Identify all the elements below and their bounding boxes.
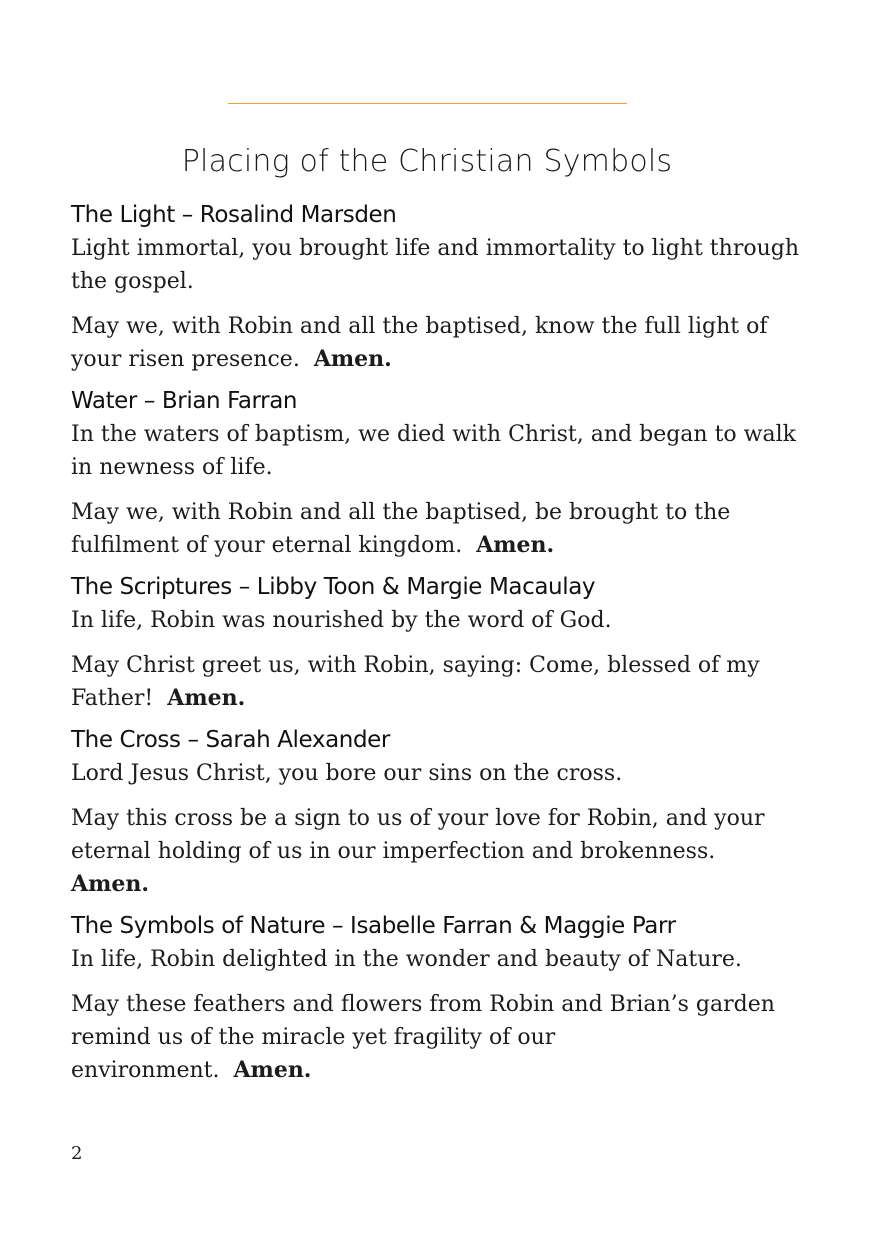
prayer-line: In the waters of baptism, we died with Christ, and began to walk in newness of life. <box>71 422 796 480</box>
section-water <box>71 384 801 562</box>
prayer-text: May these feathers and flowers from Robin and Brian’s garden remind us of the miracle yet fragility of our environment. <box>71 992 775 1083</box>
section-heading: The Cross – Sarah Alexander <box>71 727 390 753</box>
section-heading: The Light – Rosalind Marsden <box>71 202 397 228</box>
prayer-response <box>71 649 801 715</box>
amen: Amen. <box>476 532 555 558</box>
section-light <box>71 198 801 376</box>
prayer-line: Light immortal, you brought life and immortality to light through the gospel. <box>71 236 799 294</box>
content <box>71 198 801 1095</box>
prayer-line: In life, Robin was nourished by the word of God. <box>71 608 612 633</box>
section-heading: The Scriptures – Libby Toon & Margie Macaulay <box>71 574 596 600</box>
page-number: 2 <box>71 1143 83 1164</box>
prayer-text: May we, with Robin and all the baptised, be brought to the fulfilment of your eternal kingdom. <box>71 500 731 558</box>
decorative-rule <box>228 103 627 104</box>
section-cross <box>71 723 801 901</box>
prayer-response <box>71 988 801 1087</box>
section-scriptures <box>71 570 801 715</box>
prayer-response <box>71 496 801 562</box>
prayer-text: May we, with Robin and all the baptised, know the full light of your risen presence. <box>71 314 768 372</box>
page-title: Placing of the Christian Symbols <box>181 144 673 179</box>
prayer-line: Lord Jesus Christ, you bore our sins on the cross. <box>71 761 623 786</box>
amen: Amen. <box>233 1057 312 1083</box>
section-nature <box>71 909 801 1087</box>
prayer-text: May Christ greet us, with Robin, saying: Come, blessed of my Father! <box>71 653 760 711</box>
amen: Amen. <box>167 685 246 711</box>
section-heading: Water – Brian Farran <box>71 388 298 414</box>
section-heading: The Symbols of Nature – Isabelle Farran & Maggie Parr <box>71 913 676 939</box>
amen: Amen. <box>313 346 392 372</box>
prayer-response <box>71 802 801 901</box>
prayer-text: May this cross be a sign to us of your love for Robin, and your eternal holding of us in our imperfection and brokenness. <box>71 806 765 864</box>
amen: Amen. <box>71 871 149 897</box>
prayer-line: In life, Robin delighted in the wonder and beauty of Nature. <box>71 947 742 972</box>
prayer-response <box>71 310 801 376</box>
